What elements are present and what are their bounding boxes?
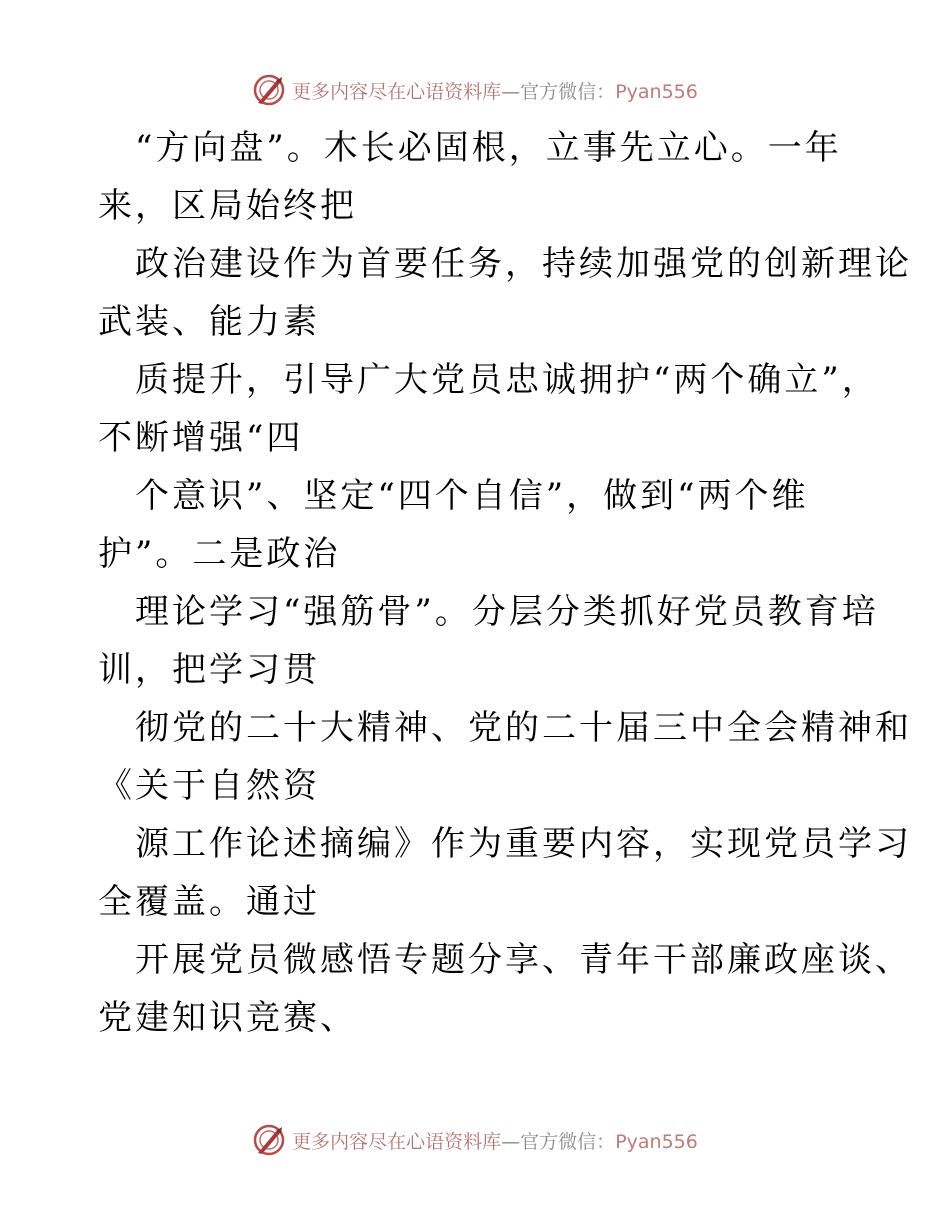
- watermark-text: [292, 1127, 698, 1154]
- text-line: 彻党的二十大精神、党的二十届三中全会精神和: [135, 708, 912, 748]
- watermark-wechat-label: 官方微信：: [520, 80, 616, 103]
- footer-watermark: [0, 1120, 950, 1160]
- text-line: 开展党员微感悟专题分享、青年干部廉政座谈、: [135, 940, 912, 980]
- text-line: 政治建设作为首要任务，持续加强党的创新理论: [135, 244, 912, 284]
- text-line: 来，区局始终把: [98, 186, 357, 226]
- text-line: 质提升，引导广大党员忠诚拥护“两个确立”，: [135, 360, 879, 400]
- quill-seal-logo-icon: [252, 73, 286, 107]
- text-line: 党建知识竞赛、: [98, 998, 357, 1038]
- text-line: 全覆盖。通过: [98, 882, 320, 922]
- quill-seal-logo-icon: [252, 1123, 286, 1157]
- watermark-main-text: 更多内容尽在心语资料库: [292, 80, 502, 103]
- watermark-wechat-id: Pyan556: [615, 1130, 698, 1153]
- header-watermark: [0, 70, 950, 110]
- watermark-wechat-id: Pyan556: [615, 80, 698, 103]
- text-line: “方向盘”。木长必固根，立事先立心。一年: [135, 128, 842, 168]
- watermark-dash: —: [501, 1130, 521, 1153]
- watermark-text: [292, 77, 698, 104]
- watermark-wechat-label: 官方微信：: [520, 1130, 616, 1153]
- text-line: 护”。二是政治: [98, 534, 341, 574]
- text-line: 《关于自然资: [98, 766, 320, 806]
- watermark-main-text: 更多内容尽在心语资料库: [292, 1130, 502, 1153]
- text-line: 理论学习“强筋骨”。分层分类抓好党员教育培: [135, 592, 879, 632]
- text-line: 源工作论述摘编》作为重要内容，实现党员学习: [135, 824, 912, 864]
- text-line: 不断增强“四: [98, 418, 304, 458]
- text-line: 个意识”、坚定“四个自信”，做到“两个维: [135, 476, 809, 516]
- text-line: 武装、能力素: [98, 302, 320, 342]
- text-line: 训，把学习贯: [98, 650, 320, 690]
- watermark-dash: —: [501, 80, 521, 103]
